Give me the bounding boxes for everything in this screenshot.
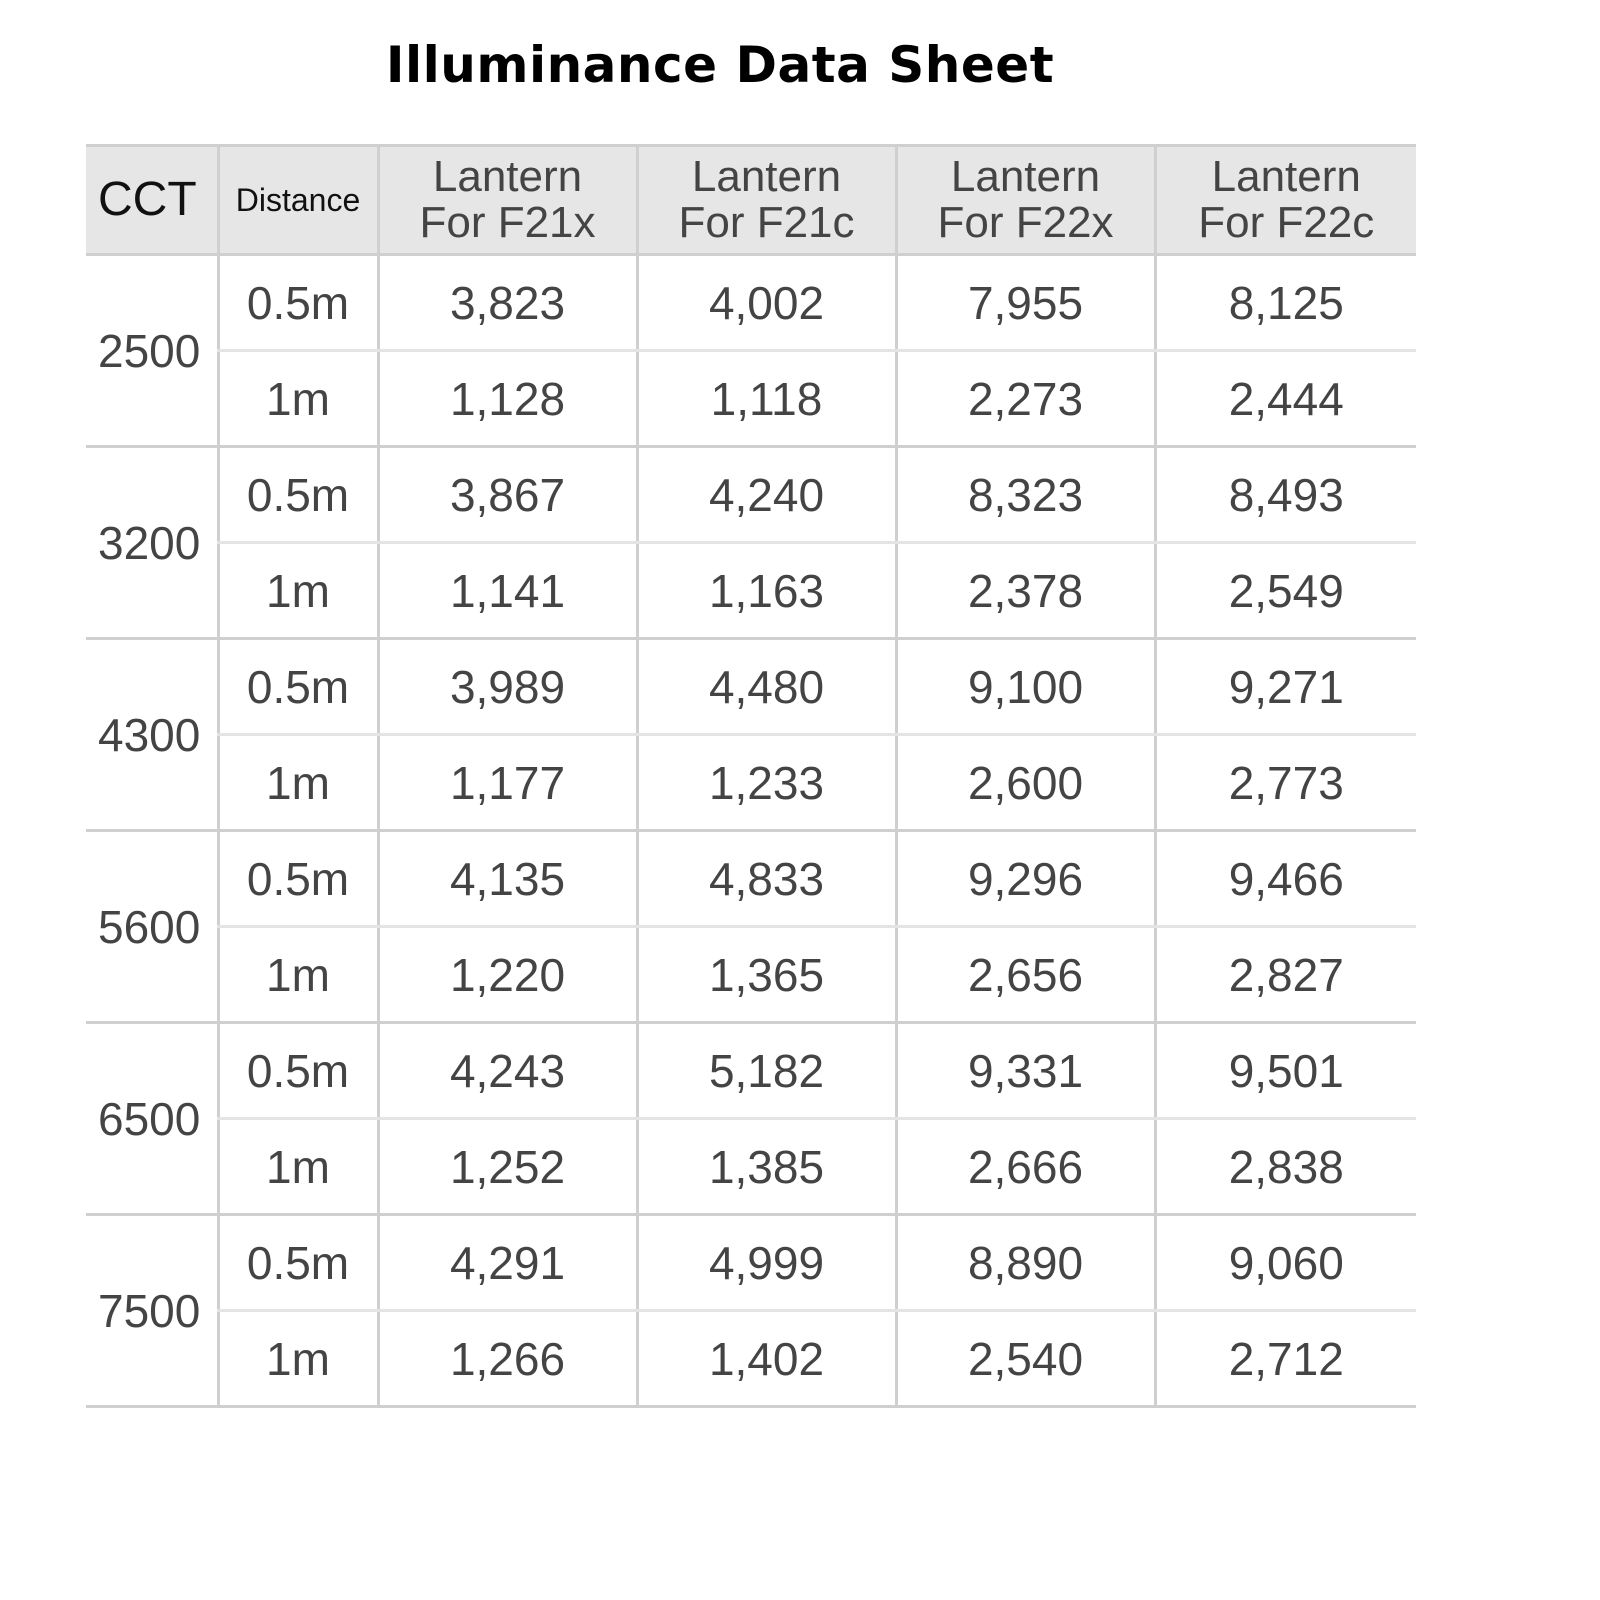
column-header-line: For F21c	[678, 198, 855, 247]
column-header-f21c	[637, 146, 896, 255]
value-cell: 1,128	[378, 351, 637, 447]
cct-cell: 6500	[86, 1023, 218, 1215]
value-cell: 9,271	[1155, 639, 1416, 735]
value-cell: 9,466	[1155, 831, 1416, 927]
table-row	[86, 639, 1416, 735]
table-header-row	[86, 146, 1416, 255]
column-header-distance: Distance	[218, 146, 378, 255]
value-cell: 2,666	[896, 1119, 1155, 1215]
value-cell: 1,118	[637, 351, 896, 447]
distance-cell: 1m	[218, 543, 378, 639]
distance-cell: 0.5m	[218, 831, 378, 927]
value-cell: 2,600	[896, 735, 1155, 831]
column-header-f22c	[1155, 146, 1416, 255]
table-row	[86, 735, 1416, 831]
column-header-line: Lantern	[432, 152, 583, 201]
value-cell: 2,273	[896, 351, 1155, 447]
value-cell: 4,240	[637, 447, 896, 543]
value-cell: 8,890	[896, 1215, 1155, 1311]
table-row	[86, 1023, 1416, 1119]
value-cell: 2,838	[1155, 1119, 1416, 1215]
table-row	[86, 927, 1416, 1023]
table-row	[86, 1311, 1416, 1407]
value-cell: 4,291	[378, 1215, 637, 1311]
value-cell: 4,480	[637, 639, 896, 735]
value-cell: 5,182	[637, 1023, 896, 1119]
column-header-f22x	[896, 146, 1155, 255]
value-cell: 1,177	[378, 735, 637, 831]
value-cell: 2,540	[896, 1311, 1155, 1407]
value-cell: 1,233	[637, 735, 896, 831]
column-header-cct: CCT	[86, 146, 218, 255]
distance-cell: 1m	[218, 735, 378, 831]
value-cell: 1,220	[378, 927, 637, 1023]
page-title: Illuminance Data Sheet	[385, 36, 1055, 94]
value-cell: 2,656	[896, 927, 1155, 1023]
value-cell: 3,823	[378, 255, 637, 351]
value-cell: 9,296	[896, 831, 1155, 927]
value-cell: 2,773	[1155, 735, 1416, 831]
value-cell: 2,549	[1155, 543, 1416, 639]
value-cell: 2,827	[1155, 927, 1416, 1023]
value-cell: 4,999	[637, 1215, 896, 1311]
distance-cell: 1m	[218, 927, 378, 1023]
table-row	[86, 831, 1416, 927]
value-cell: 4,002	[637, 255, 896, 351]
table-row	[86, 543, 1416, 639]
distance-cell: 1m	[218, 1119, 378, 1215]
distance-cell: 1m	[218, 351, 378, 447]
value-cell: 9,501	[1155, 1023, 1416, 1119]
table-row	[86, 1119, 1416, 1215]
value-cell: 3,989	[378, 639, 637, 735]
value-cell: 9,331	[896, 1023, 1155, 1119]
column-header-line: For F22x	[937, 198, 1114, 247]
value-cell: 4,135	[378, 831, 637, 927]
value-cell: 4,833	[637, 831, 896, 927]
table-row	[86, 1215, 1416, 1311]
value-cell: 7,955	[896, 255, 1155, 351]
distance-cell: 1m	[218, 1311, 378, 1407]
table-row	[86, 351, 1416, 447]
value-cell: 3,867	[378, 447, 637, 543]
value-cell: 1,163	[637, 543, 896, 639]
column-header-line: Lantern	[691, 152, 842, 201]
column-header-f21x	[378, 146, 637, 255]
value-cell: 1,141	[378, 543, 637, 639]
distance-cell: 0.5m	[218, 639, 378, 735]
table-row	[86, 255, 1416, 351]
value-cell: 2,444	[1155, 351, 1416, 447]
value-cell: 1,252	[378, 1119, 637, 1215]
value-cell: 2,712	[1155, 1311, 1416, 1407]
value-cell: 8,125	[1155, 255, 1416, 351]
cct-cell: 2500	[86, 255, 218, 447]
cct-cell: 4300	[86, 639, 218, 831]
illuminance-table	[86, 144, 1416, 1408]
column-header-line: Lantern	[950, 152, 1101, 201]
value-cell: 4,243	[378, 1023, 637, 1119]
value-cell: 1,266	[378, 1311, 637, 1407]
value-cell: 1,385	[637, 1119, 896, 1215]
distance-cell: 0.5m	[218, 447, 378, 543]
column-header-line: For F22c	[1198, 198, 1375, 247]
cct-cell: 5600	[86, 831, 218, 1023]
distance-cell: 0.5m	[218, 255, 378, 351]
value-cell: 8,493	[1155, 447, 1416, 543]
value-cell: 1,365	[637, 927, 896, 1023]
distance-cell: 0.5m	[218, 1215, 378, 1311]
value-cell: 8,323	[896, 447, 1155, 543]
column-header-line: Lantern	[1211, 152, 1361, 201]
value-cell: 9,100	[896, 639, 1155, 735]
value-cell: 2,378	[896, 543, 1155, 639]
column-header-line: For F21x	[419, 198, 596, 247]
cct-cell: 7500	[86, 1215, 218, 1407]
distance-cell: 0.5m	[218, 1023, 378, 1119]
cct-cell: 3200	[86, 447, 218, 639]
value-cell: 9,060	[1155, 1215, 1416, 1311]
value-cell: 1,402	[637, 1311, 896, 1407]
table-row	[86, 447, 1416, 543]
